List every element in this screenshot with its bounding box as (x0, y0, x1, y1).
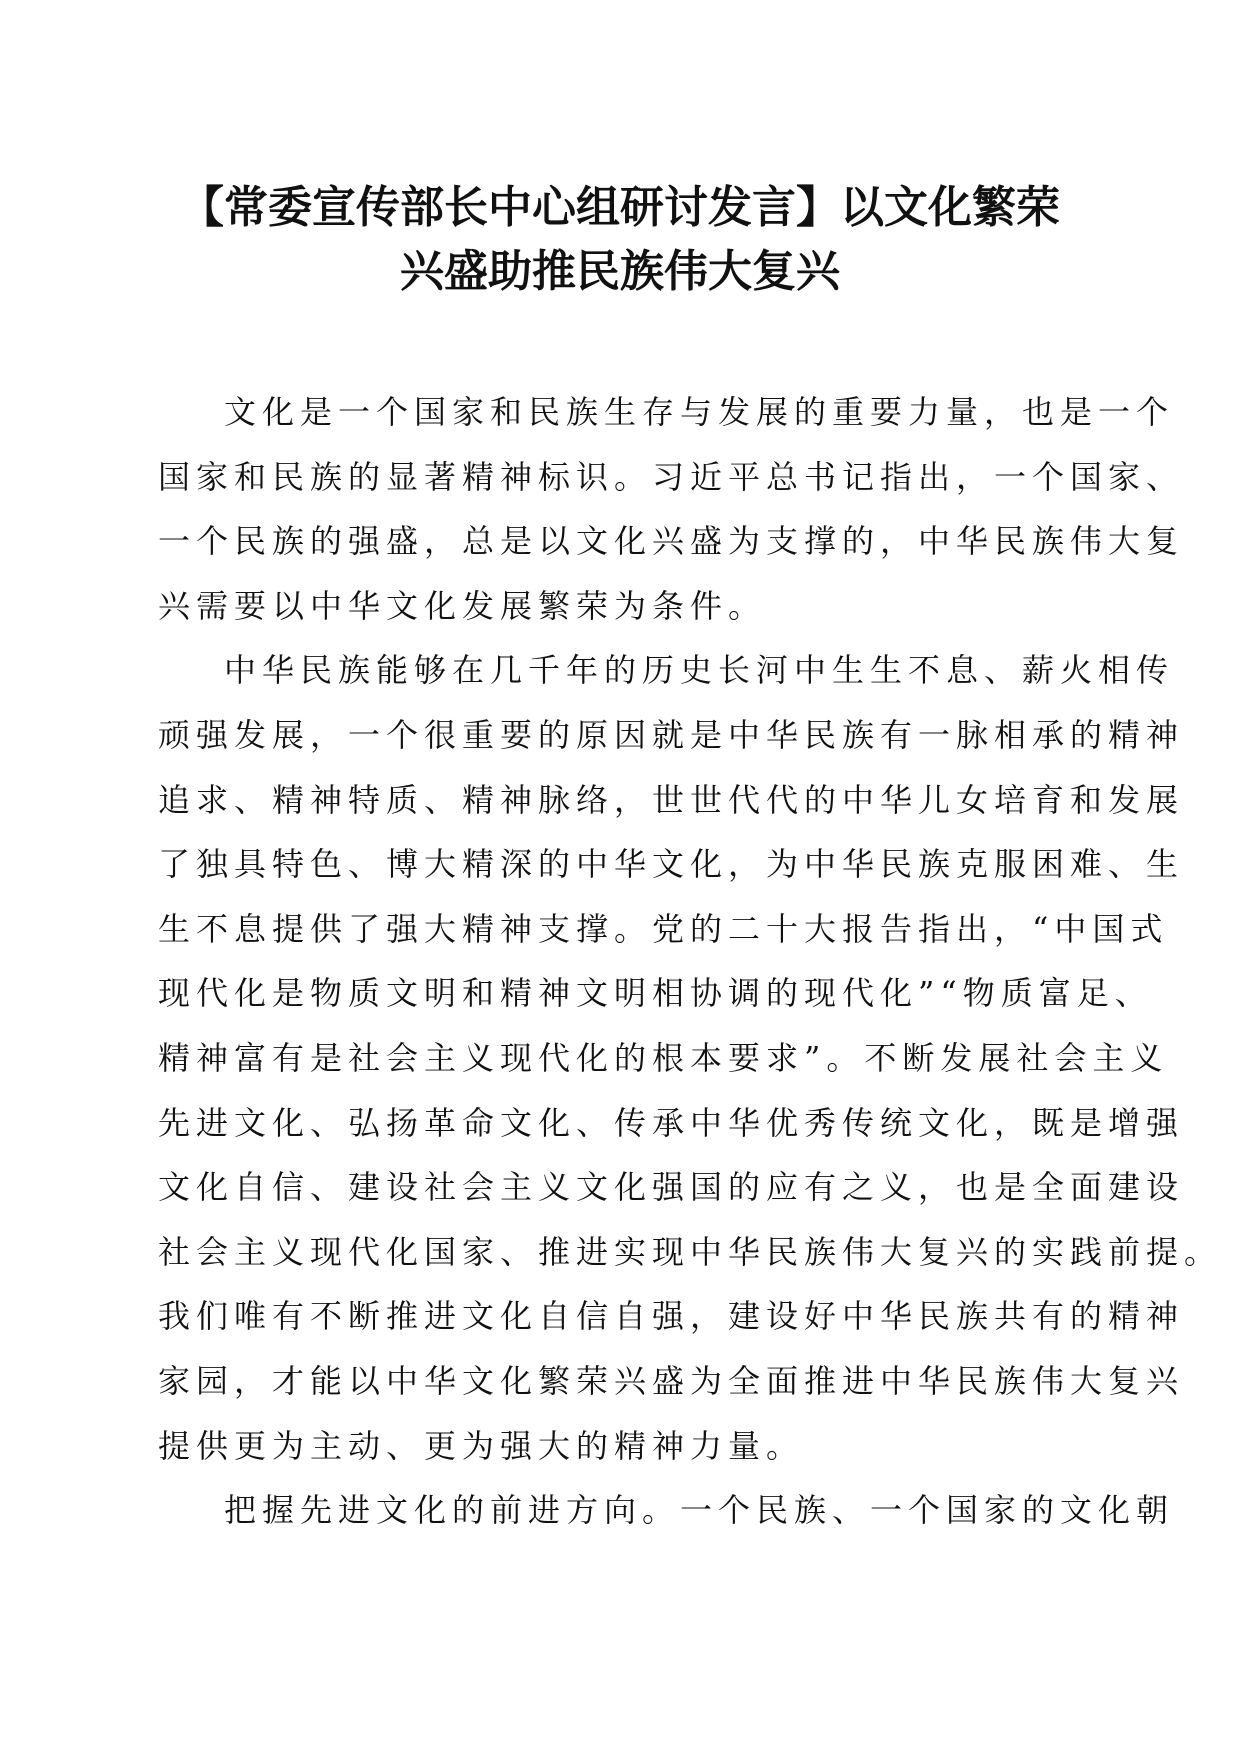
text-line: 一个民族的强盛，总是以文化兴盛为支撑的，中华民族伟大复 (158, 522, 1185, 561)
text-line: 先进文化、弘扬革命文化、传承中华优秀传统文化，既是增强 (158, 1103, 1185, 1142)
text-line: 顽强发展，一个很重要的原因就是中华民族有一脉相承的精神 (158, 715, 1185, 754)
text-line: 提供更为主动、更为强大的精神力量。 (158, 1426, 805, 1465)
text-line: 追求、精神特质、精神脉络，世世代代的中华儿女培育和发展 (158, 780, 1185, 819)
text-line: 把握先进文化的前进方向。一个民族、一个国家的文化朝 (224, 1491, 1175, 1530)
text-line: 了独具特色、博大精深的中华文化，为中华民族克服困难、生 (158, 845, 1185, 884)
text-line: 现代化是物质文明和精神文明相协调的现代化”“物质富足、 (158, 974, 1153, 1013)
text-line: 我们唯有不断推进文化自信自强，建设好中华民族共有的精神 (158, 1297, 1185, 1336)
text-line: 精神富有是社会主义现代化的根本要求”。不断发展社会主义 (158, 1038, 1169, 1077)
text-line: 文化是一个国家和民族生存与发展的重要力量，也是一个 (224, 393, 1175, 431)
text-line: 国家和民族的显著精神标识。习近平总书记指出，一个国家、 (158, 457, 1185, 496)
paragraph-2 (158, 638, 1223, 1478)
text-line: 生不息提供了强大精神支撑。党的二十大报告指出，“中国式 (158, 909, 1169, 948)
text-line: 文化自信、建设社会主义文化强国的应有之义，也是全面建设 (158, 1168, 1185, 1207)
text-line: 家园，才能以中华文化繁荣兴盛为全面推进中华民族伟大复兴 (158, 1361, 1185, 1400)
text-line: 社会主义现代化国家、推进实现中华民族伟大复兴的实践前提。 (158, 1232, 1223, 1271)
title-line: 【常委宣传部长中心组研讨发言】以文化繁荣 (180, 182, 1060, 233)
document-title (140, 176, 1100, 304)
paragraph-1 (158, 380, 1185, 638)
title-line: 兴盛助推民族伟大复兴 (400, 246, 840, 297)
paragraph-3 (158, 1478, 1175, 1543)
text-line: 中华民族能够在几千年的历史长河中生生不息、薪火相传 (224, 651, 1175, 690)
document-body (158, 380, 1223, 1543)
text-line: 兴需要以中华文化发展繁荣为条件。 (158, 586, 767, 625)
